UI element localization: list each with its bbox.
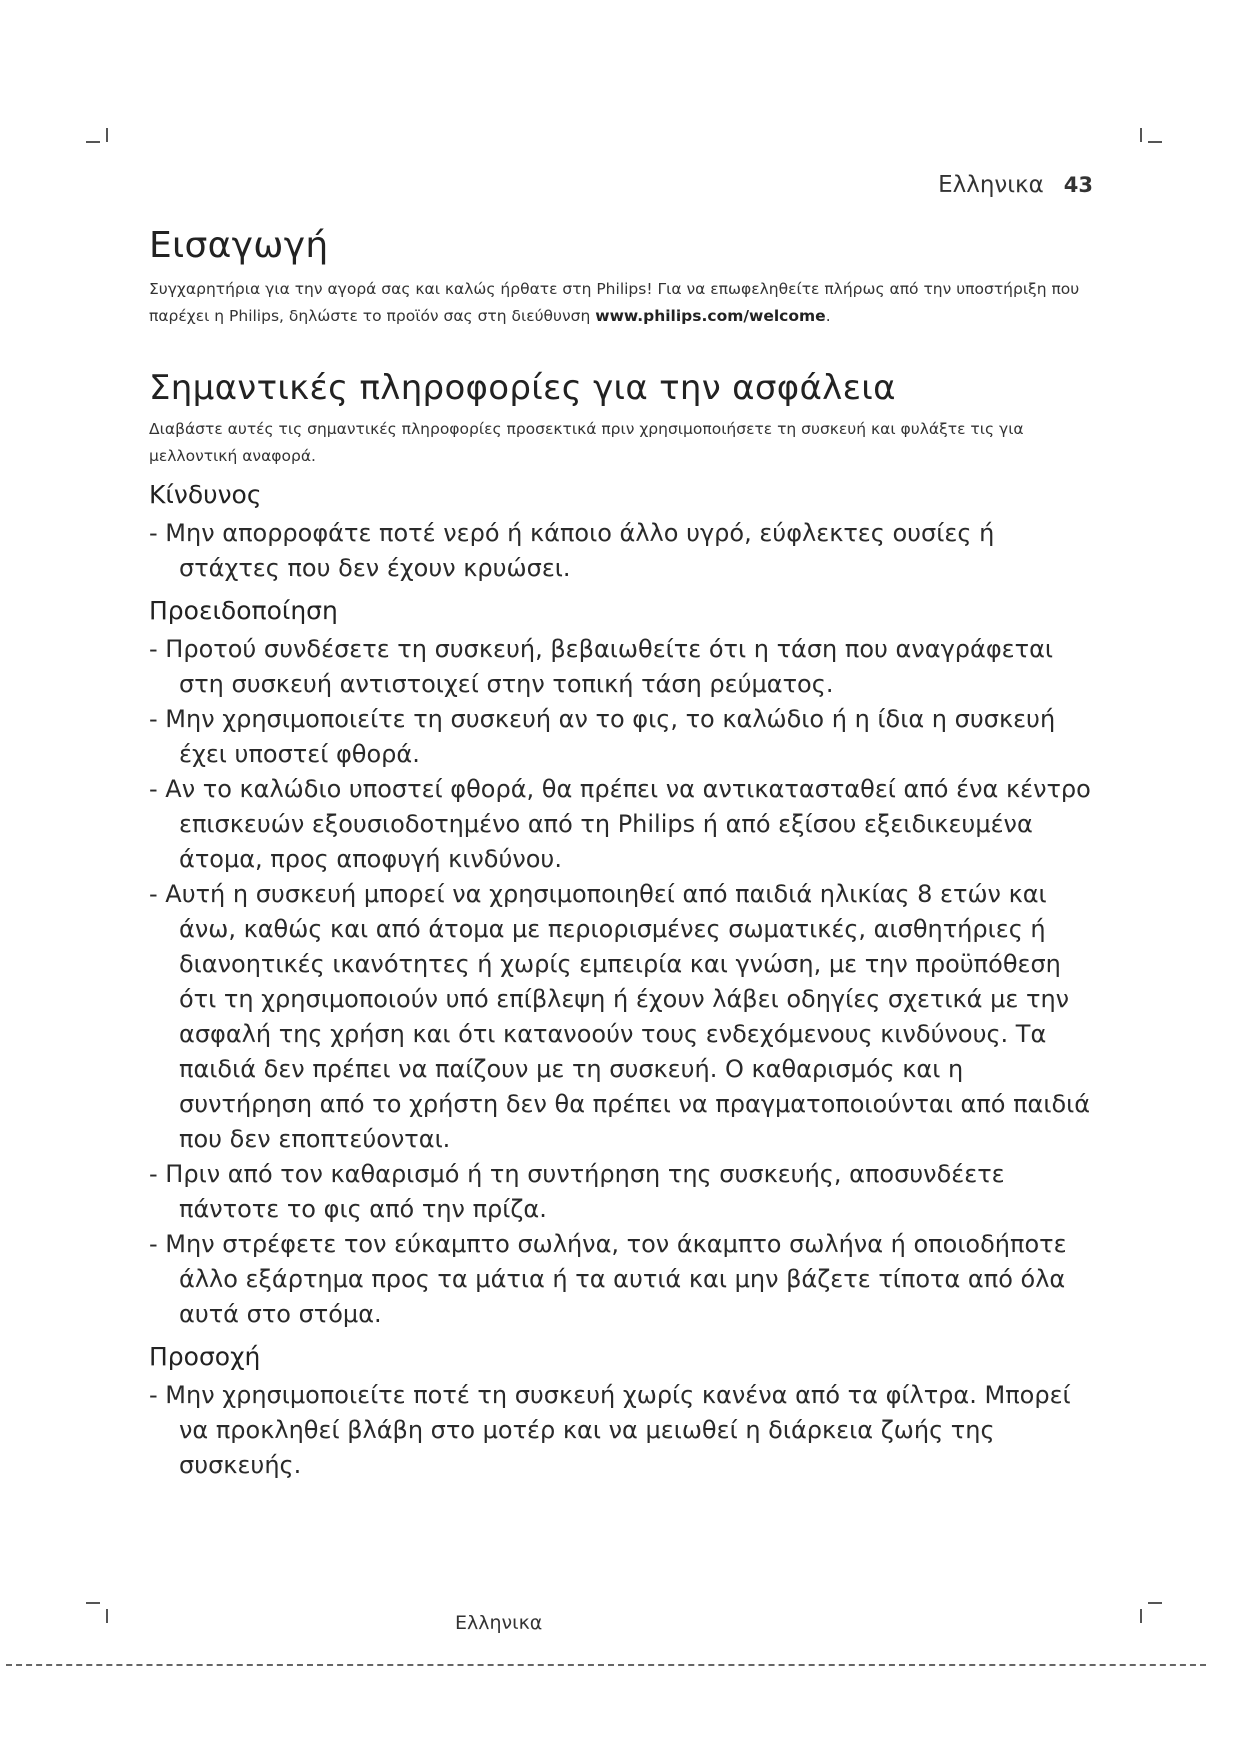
list-item: - Πριν από τον καθαρισμό ή τη συντήρηση της συσκευής, αποσυνδέετε πάντοτε το φις από την πρίζα. <box>149 1160 1005 1223</box>
danger-heading: Κίνδυνος <box>149 480 262 509</box>
list-item: - Μην απορροφάτε ποτέ νερό ή κάποιο άλλο υγρό, εύφλεκτες ουσίες ή στάχτες που δεν έχουν κρυώσει. <box>149 519 995 582</box>
list-item: - Αν το καλώδιο υποστεί φθορά, θα πρέπει να αντικατασταθεί από ένα κέντρο επισκευών εξουσιοδοτημένο από τη Philips ή από εξίσου εξειδικευμένα άτομα, προς αποφυγή κινδύνου. <box>149 775 1091 873</box>
safety-text: Διαβάστε αυτές τις σημαντικές πληροφορίες προσεκτικά πριν χρησιμοποιήσετε τη συσκευή και φυλάξτε τις για μελλοντική αναφορά. <box>149 420 1024 465</box>
intro-text-end: . <box>825 307 831 325</box>
trim-line <box>6 1664 1206 1666</box>
list-item: - Αυτή η συσκευή μπορεί να χρησιμοποιηθεί από παιδιά ηλικίας 8 ετών και άνω, καθώς και από άτομα με περιορισμένες σωματικές, αισθητήριες ή διανοητικές ικανότητες ή χωρίς εμπειρία και γνώση, με την προϋπόθεση ότι τη χρησιμοποιούν υπό επίβλεψη ή έχουν λάβει οδηγίες σχετικά με την ασφαλή της χρήση και ότι κατανοούν τους ενδεχόμενους κινδύνους. Τα παιδιά δεν πρέπει να παίζουν με τη συσκευή. Ο καθαρισμός και η συντήρηση από το χρήστη δεν θα πρέπει να πραγματοποιούνται από παιδιά που δεν εποπτεύονται. <box>149 880 1091 1153</box>
crop-mark <box>86 141 100 143</box>
header-language: Ελληνικα <box>938 172 1044 198</box>
intro-text <box>149 276 1101 330</box>
safety-title: Σημαντικές πληροφορίες για την ασφάλεια <box>149 368 896 408</box>
page-number: 43 <box>1063 173 1093 197</box>
crop-mark <box>1140 1609 1142 1623</box>
warning-list <box>149 632 1101 1332</box>
list-item: - Μην στρέφετε τον εύκαμπτο σωλήνα, τον άκαμπτο σωλήνα ή οποιοδήποτε άλλο εξάρτημα προς τα μάτια ή τα αυτιά και μην βάζετε τίποτα από όλα αυτά στο στόμα. <box>149 1230 1067 1328</box>
intro-title: Εισαγωγή <box>149 225 329 266</box>
list-item: - Προτού συνδέσετε τη συσκευή, βεβαιωθείτε ότι η τάση που αναγράφεται στη συσκευή αντιστοιχεί στην τοπική τάση ρεύματος. <box>149 635 1054 698</box>
list-item: - Μην χρησιμοποιείτε τη συσκευή αν το φις, το καλώδιο ή η ίδια η συσκευή έχει υποστεί φθορά. <box>149 705 1056 768</box>
intro-text-body: Συγχαρητήρια για την αγορά σας και καλώς ήρθατε στη Philips! Για να επωφεληθείτε πλήρως από την υποστήριξη που παρέχει η Philips, δηλώστε το προϊόν σας στη διεύθυνση <box>149 280 1080 325</box>
danger-list <box>149 516 1101 586</box>
page-content <box>149 222 1101 1483</box>
crop-mark <box>1140 128 1142 142</box>
crop-mark <box>1148 141 1162 143</box>
list-item: - Μην χρησιμοποιείτε ποτέ τη συσκευή χωρίς κανένα από τα φίλτρα. Μπορεί να προκληθεί βλάβη στο μοτέρ και να μειωθεί η διάρκεια ζωής της συσκευής. <box>149 1381 1071 1479</box>
crop-mark <box>106 128 108 142</box>
crop-mark <box>106 1609 108 1623</box>
caution-heading: Προσοχή <box>149 1342 261 1371</box>
caution-list <box>149 1378 1101 1483</box>
page-header <box>938 172 1093 198</box>
welcome-url: www.philips.com/welcome <box>595 307 826 325</box>
footer-language: Ελληνικα <box>455 1612 543 1634</box>
warning-heading: Προειδοποίηση <box>149 596 338 625</box>
crop-mark <box>86 1602 100 1604</box>
crop-mark <box>1148 1602 1162 1604</box>
